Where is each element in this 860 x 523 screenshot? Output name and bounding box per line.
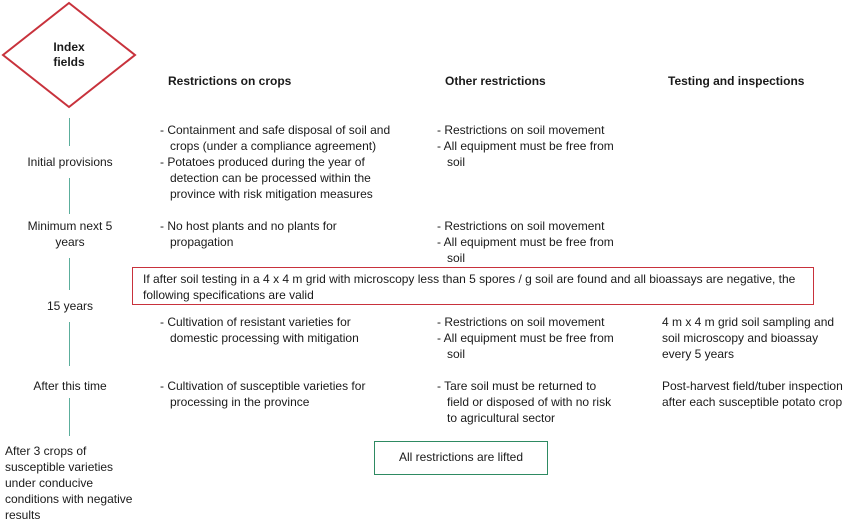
soil-testing-condition-box: If after soil testing in a 4 x 4 m grid with microscopy less than 5 spores / g soil are found and all bioassays are negative, the following specifications are valid (132, 267, 814, 305)
after-testing-text: Post-harvest field/tuber inspection after each susceptible potato crop (662, 379, 843, 409)
y15-testing-text: 4 m x 4 m grid soil sampling and soil microscopy and bioassay every 5 years (662, 315, 835, 361)
connector-line (69, 322, 70, 366)
list-item: - All equipment must be free from soil (437, 138, 627, 170)
min5-other-list (437, 218, 627, 266)
stage-minimum-5-years: Minimum next 5 years (27, 219, 113, 249)
list-item: - No host plants and no plants for propagation (160, 218, 380, 250)
connector-line (69, 118, 70, 146)
list-item: - Restrictions on soil movement (437, 122, 627, 138)
stage-after-this-time: After this time (33, 379, 107, 393)
connector-line (69, 258, 70, 290)
restrictions-lifted-box: All restrictions are lifted (374, 441, 548, 475)
column-header-testing: Testing and inspections (668, 74, 805, 88)
list-item: - Tare soil must be returned to field or disposed of with no risk to agricultural sector (437, 378, 617, 426)
connector-line (69, 398, 70, 436)
list-item: - Cultivation of susceptible varieties for processing in the province (160, 378, 390, 410)
diamond-label-line2: fields (53, 55, 85, 69)
column-header-other: Other restrictions (445, 74, 546, 88)
initial-crops-list (160, 122, 404, 202)
list-item: - Potatoes produced during the year of detection can be processed within the province with risk mitigation measures (160, 154, 404, 202)
list-item: - Containment and safe disposal of soil and crops (under a compliance agreement) (160, 122, 404, 154)
y15-crops-list (160, 314, 390, 346)
min5-crops-list (160, 218, 380, 250)
index-fields-diamond (0, 0, 140, 112)
list-item: - Cultivation of resistant varieties for domestic processing with mitigation (160, 314, 390, 346)
list-item: - Restrictions on soil movement (437, 218, 627, 234)
y15-other-list (437, 314, 627, 362)
list-item: - Restrictions on soil movement (437, 314, 627, 330)
list-item: - All equipment must be free from soil (437, 234, 627, 266)
after-crops-list (160, 378, 390, 410)
stage-final: After 3 crops of susceptible varieties under conducive conditions with negative results (5, 444, 133, 522)
after-other-list (437, 378, 617, 426)
connector-line (69, 178, 70, 214)
diamond-label-line1: Index (53, 40, 85, 54)
initial-other-list (437, 122, 627, 170)
stage-15-years: 15 years (46, 299, 94, 313)
stage-initial-provisions: Initial provisions (27, 155, 113, 169)
column-header-crops: Restrictions on crops (168, 74, 292, 88)
list-item: - All equipment must be free from soil (437, 330, 627, 362)
